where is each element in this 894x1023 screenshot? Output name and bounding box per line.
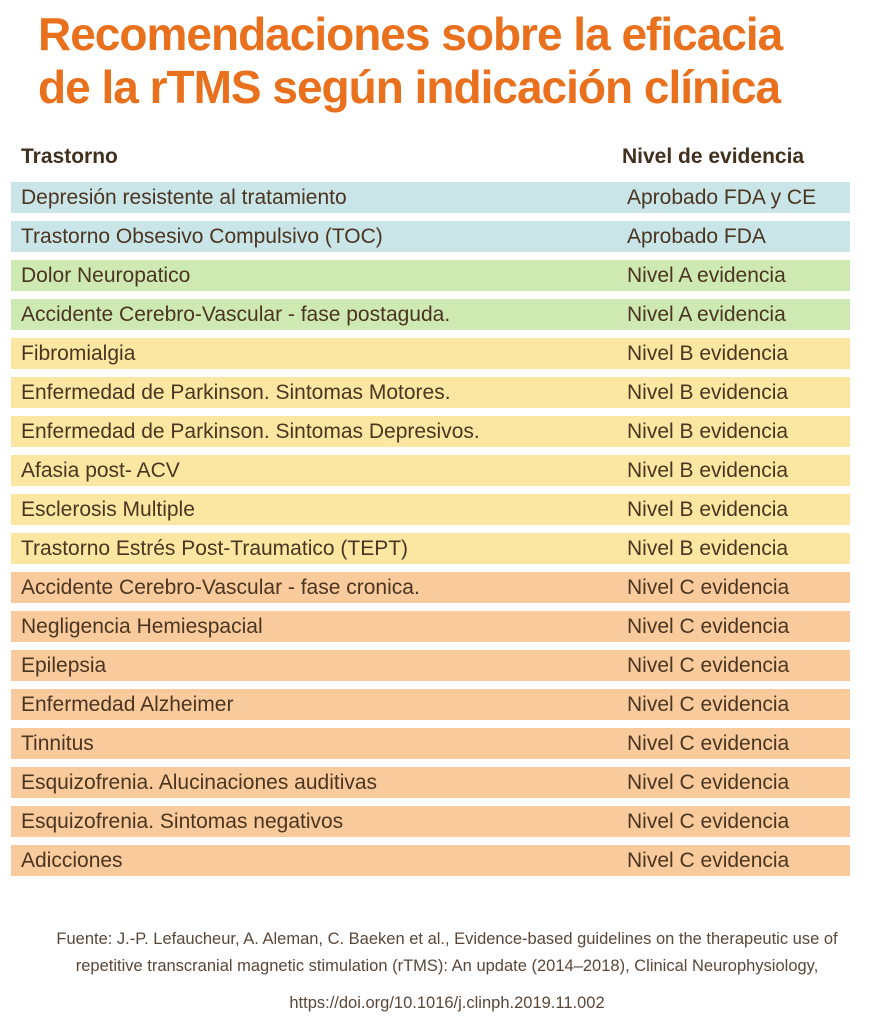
- table-row: [11, 806, 850, 837]
- table-row: [11, 416, 850, 447]
- doi-line: [0, 994, 894, 1013]
- disorder-cell: Accidente Cerebro-Vascular - fase postaguda.: [21, 302, 451, 326]
- disorder-cell: Trastorno Estrés Post-Traumatico (TEPT): [21, 536, 409, 560]
- evidence-cell: Nivel C evidencia: [627, 575, 790, 599]
- source-citation: [0, 926, 894, 980]
- disorder-cell: Esquizofrenia. Alucinaciones auditivas: [21, 770, 378, 794]
- table-row: [11, 533, 850, 564]
- table-row: [11, 650, 850, 681]
- evidence-cell: Nivel B evidencia: [627, 419, 789, 443]
- column-header-evidence: Nivel de evidencia: [622, 145, 805, 168]
- disorder-cell: Esclerosis Multiple: [21, 497, 195, 521]
- table-row: [11, 260, 850, 291]
- disorder-cell: Trastorno Obsesivo Compulsivo (TOC): [21, 224, 383, 248]
- table-row: [11, 611, 850, 642]
- disorder-cell: Enfermedad Alzheimer: [21, 692, 234, 716]
- page-title-line2: de la rTMS según indicación clínica: [38, 61, 781, 113]
- source-line1: Fuente: J.-P. Lefaucheur, A. Aleman, C. Baeken et al., Evidence-based guidelines on the therapeutic use of: [56, 930, 838, 948]
- evidence-cell: Nivel C evidencia: [627, 653, 790, 677]
- table-row: [11, 767, 850, 798]
- evidence-cell: Nivel C evidencia: [627, 614, 790, 638]
- evidence-cell: Nivel C evidencia: [627, 848, 790, 872]
- table-row: [11, 182, 850, 213]
- table-row: [11, 572, 850, 603]
- evidence-cell: Nivel C evidencia: [627, 731, 790, 755]
- evidence-cell: Nivel B evidencia: [627, 458, 789, 482]
- source-line2: repetitive transcranial magnetic stimulation (rTMS): An update (2014–2018), Clinical Neurophysiology,: [75, 957, 819, 975]
- doi-link[interactable]: https://doi.org/10.1016/j.clinph.2019.11.002: [289, 994, 605, 1012]
- disorder-cell: Enfermedad de Parkinson. Sintomas Motores.: [21, 380, 451, 404]
- evidence-cell: Aprobado FDA: [627, 224, 766, 248]
- table-row: [11, 845, 850, 876]
- table-row: [11, 299, 850, 330]
- disorder-cell: Epilepsia: [21, 653, 107, 677]
- table-header: [0, 145, 894, 169]
- disorder-cell: Esquizofrenia. Sintomas negativos: [21, 809, 344, 833]
- table-row: [11, 455, 850, 486]
- disorder-cell: Tinnitus: [21, 731, 94, 755]
- evidence-cell: Nivel B evidencia: [627, 536, 789, 560]
- table-row: [11, 221, 850, 252]
- disorder-cell: Accidente Cerebro-Vascular - fase cronica.: [21, 575, 420, 599]
- evidence-cell: Aprobado FDA y CE: [627, 185, 817, 209]
- evidence-cell: Nivel A evidencia: [627, 302, 786, 326]
- evidence-cell: Nivel A evidencia: [627, 263, 786, 287]
- table-row: [11, 689, 850, 720]
- table-row: [11, 494, 850, 525]
- evidence-cell: Nivel C evidencia: [627, 692, 790, 716]
- page-title: [38, 8, 874, 114]
- evidence-cell: Nivel B evidencia: [627, 497, 789, 521]
- table-row: [11, 377, 850, 408]
- disorder-cell: Adicciones: [21, 848, 123, 872]
- column-header-disorder: Trastorno: [21, 145, 118, 168]
- disorder-cell: Dolor Neuropatico: [21, 263, 191, 287]
- disorder-cell: Fibromialgia: [21, 341, 136, 365]
- disorder-cell: Enfermedad de Parkinson. Sintomas Depresivos.: [21, 419, 480, 443]
- table-row: [11, 728, 850, 759]
- evidence-cell: Nivel B evidencia: [627, 341, 789, 365]
- evidence-cell: Nivel B evidencia: [627, 380, 789, 404]
- disorder-cell: Depresión resistente al tratamiento: [21, 185, 347, 209]
- evidence-cell: Nivel C evidencia: [627, 770, 790, 794]
- table-row: [11, 338, 850, 369]
- disorder-cell: Negligencia Hemiespacial: [21, 614, 263, 638]
- evidence-table: [11, 182, 850, 876]
- evidence-cell: Nivel C evidencia: [627, 809, 790, 833]
- disorder-cell: Afasia post- ACV: [21, 458, 180, 482]
- page-title-line1: Recomendaciones sobre la eficacia: [38, 8, 783, 60]
